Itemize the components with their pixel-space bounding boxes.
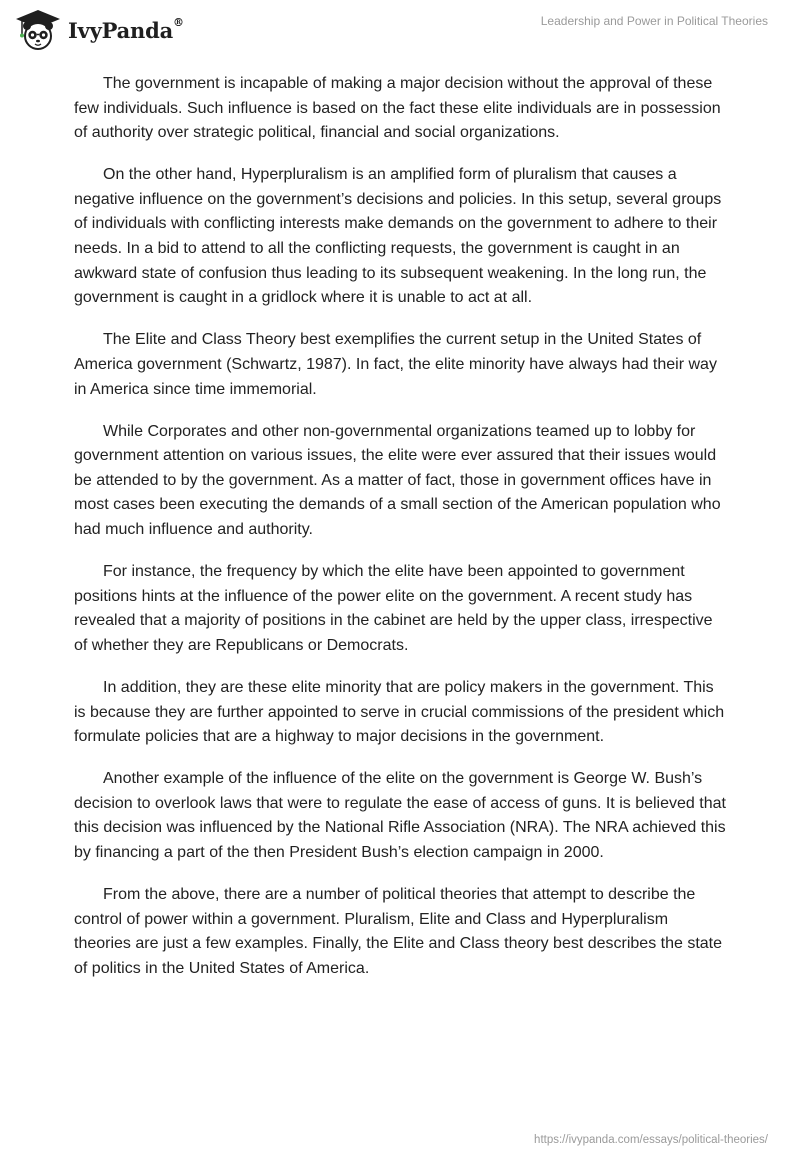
source-url[interactable]: https://ivypanda.com/essays/political-theories/ <box>534 1134 768 1146</box>
paragraph: From the above, there are a number of political theories that attempt to describe the control of power within a government. Pluralism, Elite and Class and Hyperpluralism theories are just a few examples. Finally, the Elite and Class theory best describes the state of politics in the United States of America. <box>74 886 723 977</box>
paragraph: For instance, the frequency by which the elite have been appointed to government positions hints at the influence of the power elite on the government. A recent study has revealed that a majority of positions in the cabinet are held by the upper class, irrespective of whether they are Republicans or Democrats. <box>74 563 713 654</box>
panda-graduate-icon <box>14 8 62 52</box>
essay-body <box>74 72 728 999</box>
logo-text: IvyPanda <box>68 17 174 43</box>
registered-mark: ® <box>173 15 184 29</box>
paragraph: The government is incapable of making a major decision without the approval of these few individuals. Such influence is based on the fact these elite individuals are in possession of authority over strategic political, financial and social organizations. <box>74 75 721 142</box>
paragraph: On the other hand, Hyperpluralism is an amplified form of pluralism that causes a negative influence on the government’s decisions and policies. In this setup, several groups of individuals with conflicting interests make demands on the government to adhere to their needs. In a bid to attend to all the conflicting requests, the government is caught in an awkward state of confusion thus leading to its subsequent weakening. In the long run, the government is caught in a gridlock where it is unable to act at all. <box>74 166 722 307</box>
paragraph: Another example of the influence of the elite on the government is George W. Bush’s decision to overlook laws that were to regulate the ease of access of guns. It is believed that this decision was influenced by the National Rifle Association (NRA). The NRA achieved this by financing a part of the then President Bush’s election campaign in 2000. <box>74 770 726 862</box>
paragraph: In addition, they are these elite minority that are policy makers in the government. This is because they are further appointed to serve in crucial commissions of the president which formulate policies that are a highway to major decisions in the government. <box>74 678 725 746</box>
paragraph: The Elite and Class Theory best exemplifies the current setup in the United States of America government (Schwartz, 1987). In fact, the elite minority have always had their way in America since time immemorial. <box>74 331 717 398</box>
logo-wordmark <box>68 15 184 43</box>
page-header <box>0 0 800 60</box>
document-title: Leadership and Power in Political Theories <box>540 14 768 28</box>
ivypanda-logo[interactable] <box>14 8 184 52</box>
paragraph: While Corporates and other non-governmental organizations teamed up to lobby for government attention on various issues, the elite were ever assured that their issues would be attended to by the government. As a matter of fact, those in government offices have in most cases been executing the demands of a small section of the American population who had much influence and authority. <box>74 422 721 538</box>
